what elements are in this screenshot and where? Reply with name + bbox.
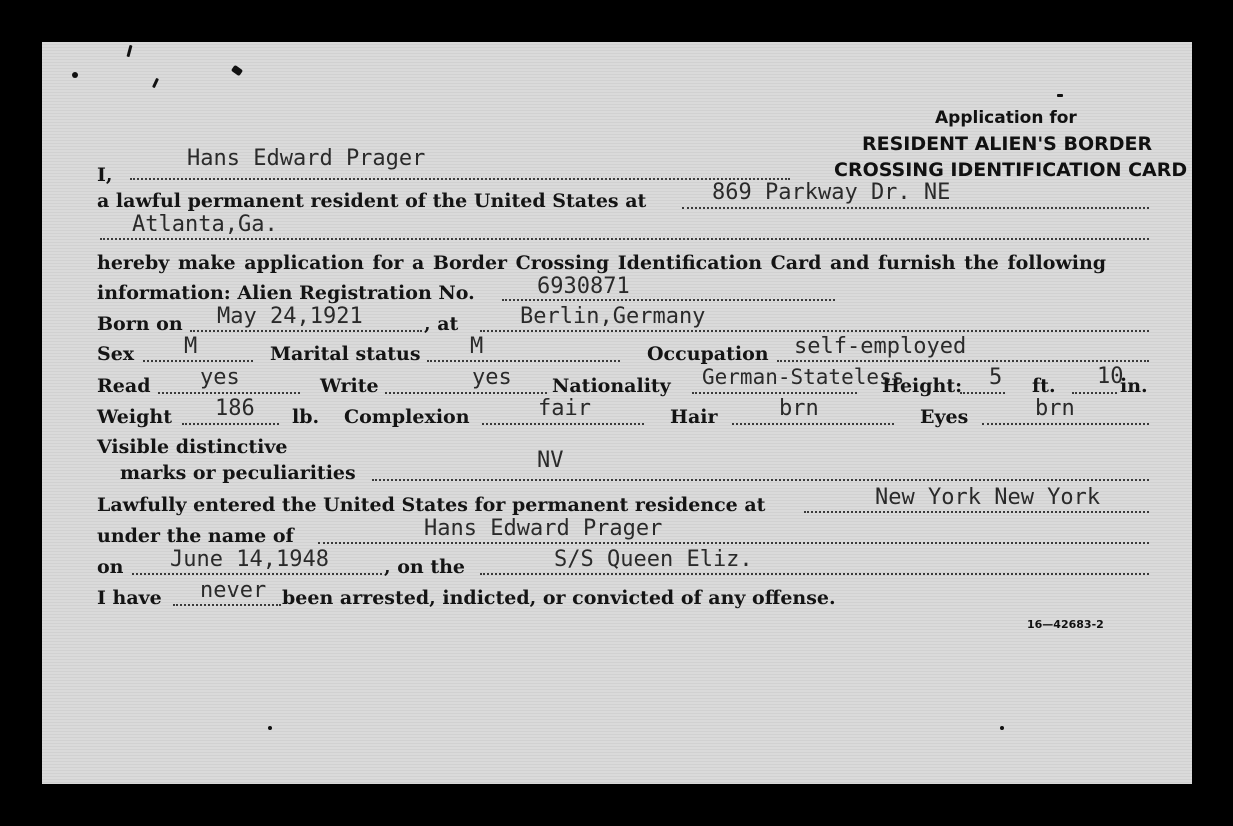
hair-value: brn [779,396,819,421]
registration-line [502,299,835,301]
name-line [130,178,790,180]
occupation-line [777,360,1149,362]
marital-status-value: M [470,334,484,359]
occupation-value: self-employed [794,334,967,359]
arrest-status: never [200,578,267,603]
label-eyes: Eyes [920,406,969,428]
label-born-on: Born on [97,313,183,335]
registration-number: 6930871 [537,274,630,299]
entry-name: Hans Edward Prager [424,516,663,541]
birth-date: May 24,1921 [217,304,363,329]
label-visible-1: Visible distinctive [97,436,288,458]
write-value: yes [472,365,512,390]
height-ft-value: 5 [989,365,1003,390]
address-line-2-value: Atlanta,Ga. [132,212,278,237]
label-lb: lb. [292,406,320,428]
header-line-2: RESIDENT ALIEN'S BORDER [862,133,1153,155]
birth-place: Berlin,Germany [520,304,706,329]
read-value: yes [200,365,240,390]
arrest-line [173,604,281,606]
speck-mark [268,726,272,730]
entry-place: New York New York [875,485,1101,510]
label-complexion: Complexion [344,406,470,428]
eyes-line [982,423,1149,425]
eyes-value: brn [1035,396,1075,421]
form-number: 16—42683-2 [1027,618,1104,631]
entry-date-line [132,573,382,575]
address-line-1 [682,207,1149,209]
label-arrest-tail: been arrested, indicted, or convicted of any offense. [282,587,836,609]
label-sex: Sex [97,343,135,365]
height-ft-line [960,392,1005,394]
marital-line [427,360,620,362]
sex-value: M [184,334,198,359]
vessel-line [480,573,1149,575]
entry-place-line [804,511,1149,513]
label-hair: Hair [670,406,718,428]
label-nationality: Nationality [552,375,671,397]
label-lawfully-entered: Lawfully entered the United States for permanent residence at [97,494,766,516]
sex-line [143,360,253,362]
label-read: Read [97,375,151,397]
vessel-value: S/S Queen Eliz. [554,547,753,572]
speck-mark [126,45,132,57]
birth-date-line [190,330,422,332]
nationality-value: German-Stateless [702,365,905,389]
entry-date: June 14,1948 [170,547,329,572]
label-i: I, [97,164,113,186]
label-occupation: Occupation [647,343,769,365]
speck-mark [1057,94,1063,97]
label-on-the: , on the [384,556,466,578]
label-write: Write [320,375,379,397]
speck-mark [72,72,78,78]
label-under-name: under the name of [97,525,294,547]
header-line-1: Application for [935,108,1077,128]
address-line-1-value: 869 Parkway Dr. NE [712,180,951,205]
label-weight: Weight [97,406,172,428]
height-in-value: 10 [1097,364,1124,389]
label-marital-status: Marital status [270,343,421,365]
header-line-3: CROSSING IDENTIFICATION CARD [834,159,1188,181]
entry-name-line [318,542,1149,544]
label-on: on [97,556,124,578]
label-in: in. [1120,375,1148,397]
nationality-line [692,392,857,394]
write-line [385,392,547,394]
label-ft: ft. [1032,375,1056,397]
label-information: information: Alien Registration No. [97,282,475,304]
label-visible-2: marks or peculiarities [120,462,356,484]
marks-value: NV [537,448,564,473]
hair-line [732,423,894,425]
speck-mark [152,78,159,88]
weight-value: 186 [215,396,255,421]
applicant-name: Hans Edward Prager [187,146,426,171]
label-height: Height: [882,375,963,397]
complexion-line [482,423,644,425]
marks-line [372,479,1149,481]
birth-place-line [480,330,1149,332]
label-i-have: I have [97,587,162,609]
label-hereby: hereby make application for a Border Crossing Identification Card and furnish the following [97,252,1107,274]
speck-mark [1000,726,1004,730]
address-line-2 [100,238,1149,240]
label-at: , at [424,313,459,335]
speck-mark [231,65,243,76]
height-in-line [1072,392,1117,394]
complexion-value: fair [538,396,591,421]
label-lawful-resident: a lawful permanent resident of the United States at [97,190,647,212]
read-line [158,392,300,394]
weight-line [182,423,279,425]
border-crossing-application-card [42,42,1192,784]
